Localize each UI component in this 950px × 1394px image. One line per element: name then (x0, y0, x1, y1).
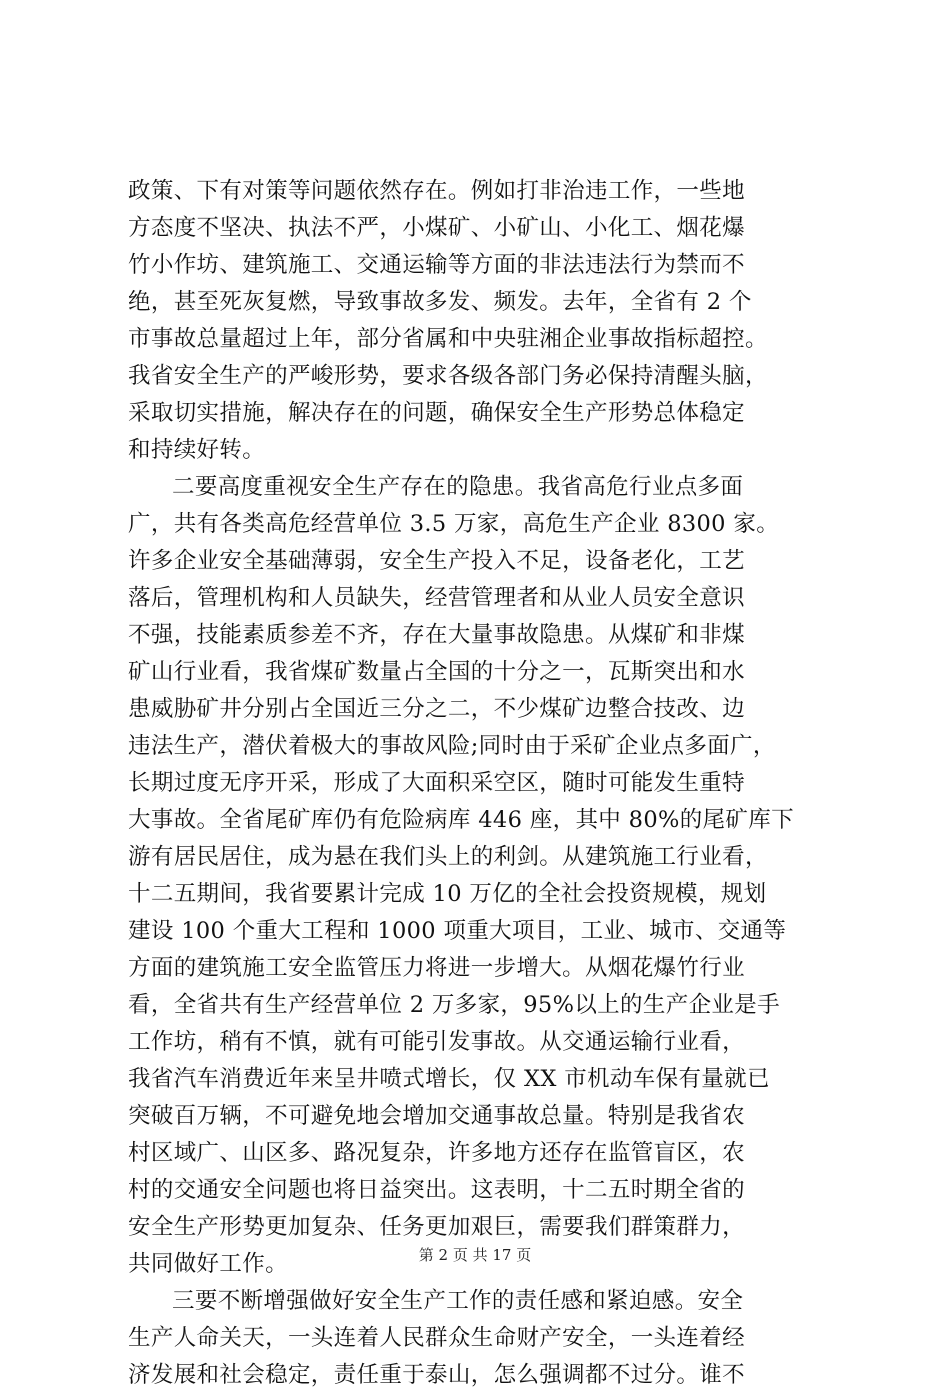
text-line: 政策、下有对策等问题依然存在。例如打非治违工作，一些地 (128, 178, 745, 204)
text-line: 矿山行业看，我省煤矿数量占全国的十分之一，瓦斯突出和水 (128, 659, 745, 685)
text-line: 安全生产形势更加复杂、任务更加艰巨，需要我们群策群力， (128, 1214, 745, 1240)
paragraph-start-line: 三要不断增强做好安全生产工作的责任感和紧迫感。安全 (172, 1288, 744, 1314)
text-line: 患威胁矿井分别占全国近三分之二，不少煤矿边整合技改、边 (128, 696, 745, 722)
text-line: 违法生产，潜伏着极大的事故风险;同时由于采矿企业点多面广， (128, 733, 776, 759)
text-line: 广，共有各类高危经营单位 3.5 万家，高危生产企业 8300 家。 (128, 511, 780, 537)
page-footer (0, 1245, 950, 1265)
text-line: 长期过度无序开采，形成了大面积采空区，随时可能发生重特 (128, 770, 745, 796)
paragraph-start-line: 二要高度重视安全生产存在的隐患。我省高危行业点多面 (172, 474, 744, 500)
text-line: 采取切实措施，解决存在的问题，确保安全生产形势总体稳定 (128, 400, 745, 426)
text-line: 大事故。全省尾矿库仍有危险病库 446 座，其中 80%的尾矿库下 (128, 807, 794, 833)
text-line: 不强，技能素质参差不齐，存在大量事故隐患。从煤矿和非煤 (128, 622, 745, 648)
text-line: 市事故总量超过上年，部分省属和中央驻湘企业事故指标超控。 (128, 326, 768, 352)
text-line: 我省汽车消费近年来呈井喷式增长，仅 XX 市机动车保有量就已 (128, 1066, 770, 1092)
text-line: 绝，甚至死灰复燃，导致事故多发、频发。去年，全省有 2 个 (128, 289, 752, 315)
text-line: 和持续好转。 (128, 437, 266, 463)
text-line: 突破百万辆，不可避免地会增加交通事故总量。特别是我省农 (128, 1103, 745, 1129)
text-line: 村区域广、山区多、路况复杂，许多地方还存在监管盲区，农 (128, 1140, 745, 1166)
body-text (128, 173, 828, 1394)
text-line: 共同做好工作。 (128, 1251, 288, 1277)
text-line: 生产人命关天，一头连着人民群众生命财产安全，一头连着经 (128, 1325, 745, 1351)
text-line: 游有居民居住，成为悬在我们头上的利剑。从建筑施工行业看， (128, 844, 768, 870)
text-line: 方态度不坚决、执法不严，小煤矿、小矿山、小化工、烟花爆 (128, 215, 745, 241)
text-line: 许多企业安全基础薄弱，安全生产投入不足，设备老化，工艺 (128, 548, 745, 574)
text-line: 十二五期间，我省要累计完成 10 万亿的全社会投资规模，规划 (128, 881, 767, 907)
text-line: 竹小作坊、建筑施工、交通运输等方面的非法违法行为禁而不 (128, 252, 745, 278)
text-line: 看，全省共有生产经营单位 2 万多家，95%以上的生产企业是手 (128, 992, 780, 1018)
text-line: 工作坊，稍有不慎，就有可能引发事故。从交通运输行业看， (128, 1029, 745, 1055)
text-line: 村的交通安全问题也将日益突出。这表明，十二五时期全省的 (128, 1177, 745, 1203)
page-number: 第 2 页 共 17 页 (418, 1246, 532, 1264)
text-line: 济发展和社会稳定，责任重于泰山，怎么强调都不过分。谁不 (128, 1362, 745, 1388)
text-line: 落后，管理机构和人员缺失，经营管理者和从业人员安全意识 (128, 585, 745, 611)
text-line: 我省安全生产的严峻形势，要求各级各部门务必保持清醒头脑， (128, 363, 768, 389)
text-line: 建设 100 个重大工程和 1000 项重大项目，工业、城市、交通等 (128, 918, 787, 944)
text-line: 方面的建筑施工安全监管压力将进一步增大。从烟花爆竹行业 (128, 955, 745, 981)
